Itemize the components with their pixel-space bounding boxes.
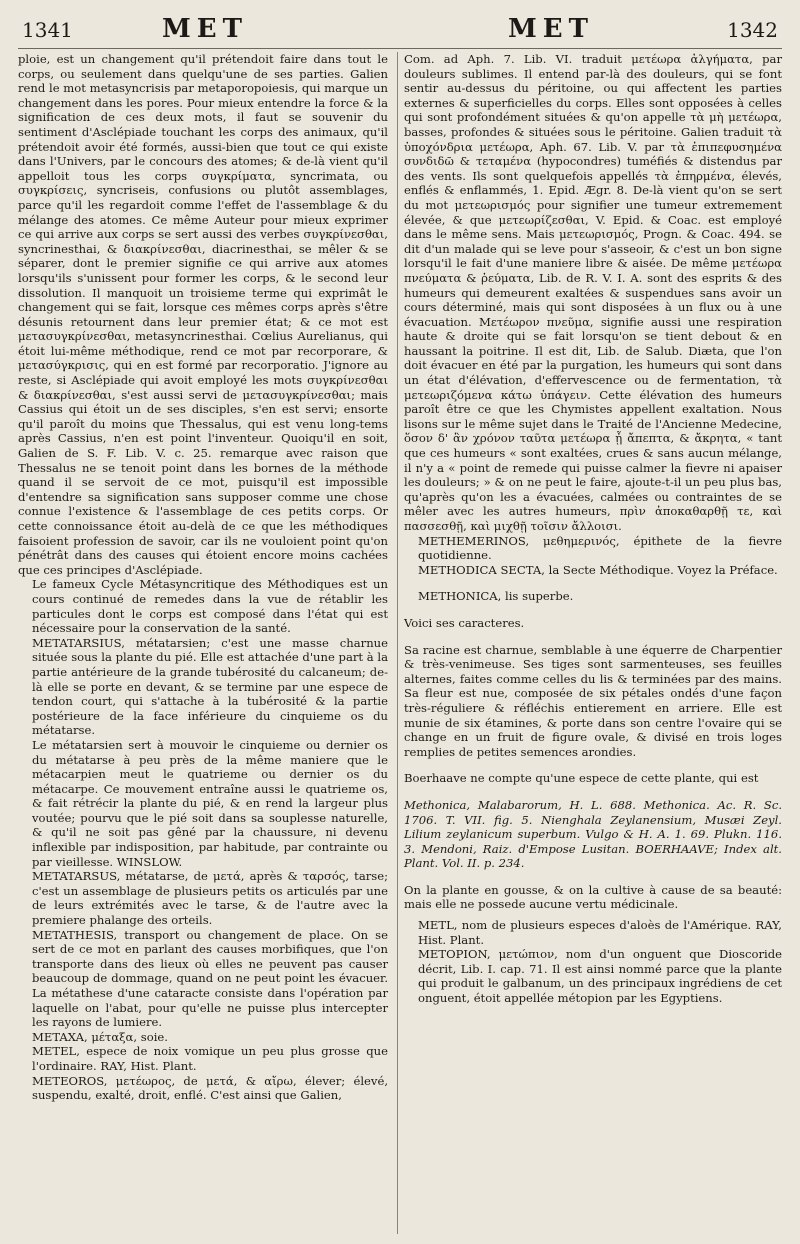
- column-divider: [397, 52, 398, 1234]
- paragraph-description: Sa racine est charnue, semblable à une équerre de Charpentier & très-venimeuse. Ses tiges sont sarmenteuses, ses feuilles alternes, faites comme celles du lis & terminées par des mains. Sa fleur est nue, composée de six pétales ondés d'une façon très-réguliere & réfléchis entierement en arriere. Elle est munie de six étamines, & porte dans son centre l'ovaire qui se change en un fruit de figure ovale, & divisé en trois loges remplies de petites semences arondies.: [404, 642, 782, 759]
- running-header: [0, 14, 800, 44]
- right-running-title: MET: [508, 14, 594, 44]
- right-column: [404, 52, 782, 1006]
- spacer: [404, 759, 782, 771]
- entry-metopion: METOPION, μετώπιον, nom d'un onguent que Dioscoride décrit, Lib. I. cap. 71. Il est ainsi nommé parce que la plante qui produit le galbanum, un des principaux ingrédiens de cet onguent, étoit appellée métopion par les Egyptiens.: [418, 947, 782, 1006]
- paragraph-culture: On la plante en gousse, & on la cultive à cause de sa beauté: mais elle ne possede aucune vertu médicinale.: [404, 882, 782, 912]
- paragraph-cycle-metasyncritique: Le fameux Cycle Métasyncritique des Méthodiques est un cours continué de remedes dans la vue de rétablir les particules dont le corps est composé dans l'état qui est nécessaire pour la conservation de la santé.: [32, 577, 388, 636]
- spacer: [404, 577, 782, 589]
- entry-metatarsius: METATARSIUS, métatarsien; c'est une masse charnue située sous la plante du pié. Elle est attachée d'une part à la partie antérieure de la grande tubérosité du calcaneum; de-là elle se porte en devant, & se termine par une espece de tendon court, qui s'attache à la tubérosité & la partie postérieure de la face inférieure du cinquieme os du métatarse.: [32, 635, 388, 738]
- entry-methemerinos: METHEMERINOS, μεθημερινός, épithete de la fievre quotidienne.: [418, 533, 782, 563]
- spacer: [404, 871, 782, 883]
- spacer: [404, 631, 782, 643]
- spacer: [404, 604, 782, 616]
- right-page-number: 1342: [727, 18, 778, 42]
- entry-metathesis: METATHESIS, transport ou changement de place. On se sert de ce mot en parlant des causes morbifiques, que l'on transporte dans des lieux où elles ne peuvent pas causer beaucoup de dommage, quand on ne peut point les évacuer. La métathese d'une cataracte consiste dans l'opération par laquelle on l'abat, pour qu'elle ne puisse plus intercepter les rayons de lumiere.: [32, 927, 388, 1030]
- entry-meteoros: METEOROS, μετέωρος, de μετά, & αἴρω, élever; élevé, suspendu, exalté, droit, enflé. C'est ainsi que Galien,: [32, 1073, 388, 1103]
- left-column: [18, 52, 388, 1103]
- entry-methonica: METHONICA, lis superbe.: [418, 589, 574, 604]
- paragraph-caracteres: Voici ses caracteres.: [404, 615, 525, 630]
- paragraph-boerhaave: Boerhaave ne compte qu'une espece de cette plante, qui est: [404, 771, 759, 786]
- header-rule: [18, 48, 782, 49]
- spacer: [404, 786, 782, 798]
- entry-methodica-secta: METHODICA SECTA, la Secte Méthodique. Voyez la Préface.: [418, 562, 778, 577]
- paragraph-metasyncrisis-continued: ploie, est un changement qu'il prétendoit faire dans tout le corps, ou seulement dans quelqu'une de ses parties. Galien rend le mot metasyncrisis par metaporopoiesis, qui marque un changement dans les pores. Pour mieux entendre la force & la signification de ces deux mots, il faut se souvenir du sentiment d'Asclépiade touchant les corps des animaux, qu'il prétendoit avoir été formés, aussi-bien que tout ce qui existe dans l'Univers, par le concours des atomes; & de-là vient qu'il appelloit tous les corps συγκρίματα, syncrimata, ou συγκρίσεις, syncriseis, confusions ou plutôt assemblages, parce qu'il les regardoit comme l'effet de l'assemblage & du mélange des atomes. Ce même Auteur pour mieux exprimer ce qui arrive aux corps se sert aussi des verbes συγκρίνεσθαι, syncrinesthai, & διακρίνεσθαι, diacrinesthai, se mêler & se séparer, dont le premier signifie ce qui arrive aux atomes lorsqu'ils s'unissent pour former les corps, & le second leur dissolution. Il manquoit un troisieme terme qui exprimât le changement qui se fait, lorsque ces mêmes corps après s'être désunis retournent dans leur premier état; & ce mot est μετασυγκρίνεσθαι, metasyncrinesthai. Cœlius Aurelianus, qui étoit lui-même méthodique, rend ce mot par recorporare, & μετασύγκρισις, qui en est formé par recorporatio. J'ignore au reste, si Asclépiade qui avoit employé les mots συγκρίνεσθαι & διακρίνεσθαι, s'est aussi servi de μετασυγκρίνεσθαι; mais Cassius qui étoit un de ses disciples, s'en est servi; ensorte qu'il paroît du moins que Thessalus, qui est venu long-tems après Cassius, n'en est point l'inventeur. Quoiqu'il en soit, Galien de S. F. Lib. V. c. 25. remarque avec raison que Thessalus ne se tenoit point dans les bornes de la méthode quand il se servoit de ce mot, puisqu'il est impossible d'entendre sa signification sans supposer comme une chose connue l'existence & l'assemblage de ces petits corps. Or cette connoissance étoit au-delà de ce que les méthodiques faisoient profession de savoir, car ils ne vouloient point qu'on pénétrât dans des causes qui étoient encore moins cachées que ces principes d'Asclépiade.: [18, 52, 388, 577]
- entry-metatarsus: METATARSUS, métatarse, de μετά, après & ταρσός, tarse; c'est un assemblage de plusieurs petits os articulés par une de leurs extrémités avec le tarse, & de l'autre avec la premiere phalange des orteils.: [32, 869, 388, 928]
- left-running-title: MET: [162, 14, 248, 44]
- left-page-number: 1341: [22, 18, 73, 42]
- paragraph-meteoros-continued: Com. ad Aph. 7. Lib. VI. traduit μετέωρα ἀλγήματα, par douleurs sublimes. Il entend par-là des douleurs, qui se font sentir au-dessus du péritoine, ou qui affectent les parties externes & superficielles du corps. Elles sont opposées à celles qui sont profondément situées & qu'on appelle τὰ μὴ μετέωρα, basses, profondes & situées sous le péritoine. Galien traduit τὰ ὑποχόνδρια μετέωρα, Aph. 67. Lib. V. par τὰ ἐπιπεφυσημένα συνδιδῶ & τεταμένα (hypocondres) tuméfiés & distendus par des vents. Ils sont quelquefois appellés τὰ ἐπηρμένα, élevés, enflés & enflammés, 1. Epid. Ægr. 8. De-là vient qu'on se sert du mot μετεωρισμός pour signifier une tumeur extremement élevée, & que μετεωρίζεσθαι, V. Epid. & Coac. est employé dans le même sens. Mais μετεωρισμός, Progn. & Coac. 494. se dit d'un malade qui se leve pour s'asseoir, & c'est un bon signe lorsqu'il le fait d'une maniere libre & aisée. De même μετέωρα πνεύματα & ῥεύματα, Lib. de R. V. I. A. sont des esprits & des humeurs qui demeurent exaltées & suspendues sans avoir un cours déterminé, mais qui sont disposées à un flux ou à une évacuation. Μετέωρον πνεῦμα, signifie aussi une respiration haute & droite qui se fait lorsqu'on se tient debout & en haussant la poitrine. Il est dit, Lib. de Salub. Diæta, que l'on doit évacuer en été par la purgation, les humeurs qui sont dans un état d'élévation, d'effervescence ou de fermentation, τὰ μετεωριζόμενα κάτω ὑπάγειν. Cette élévation des humeurs paroît être ce que les Chymistes appellent exaltation. Nous lisons sur le même sujet dans le Traité de l'Ancienne Medecine, ὅσον δ' ἂν χρόνον ταῦτα μετέωρα ᾖ ἄπεπτα, & ἄκρητα, « tant que ces humeurs « sont exaltées, crues & sans aucun mélange, il n'y a « point de remede qui puisse calmer la fievre ni apaiser les douleurs; » & on ne peut le faire, ajoute-t-il un peu plus bas, qu'après qu'on les a évacuées, calmées ou contraintes de se mêler avec les autres humeurs, πρὶν ἀποκαθαρθῇ τε, καὶ πασσεσθῇ, καὶ μιχθῇ τοῖσιν ἄλλοισι.: [404, 52, 782, 533]
- paragraph-synonyms: Methonica, Malabarorum, H. L. 688. Methonica. Ac. R. Sc. 1706. T. VII. fig. 5. Nienghala Zeylanensium, Musæi Zeyl. Lilium zeylanicum superbum. Vulgo & H. A. 1. 69. Plukn. 116. 3. Mendoni, Raiz. d'Empose Lusitan. BOERHAAVE; Index alt. Plant. Vol. II. p. 234.: [404, 797, 782, 871]
- entry-metel: METEL, espece de noix vomique un peu plus grosse que l'ordinaire. RAY, Hist. Plant.: [32, 1044, 388, 1073]
- entry-metl: METL, nom de plusieurs especes d'aloès de l'Amérique. RAY, Hist. Plant.: [418, 918, 782, 947]
- paragraph-metatarsien-usage: Le métatarsien sert à mouvoir le cinquieme ou dernier os du métatarse à peu près de la même maniere que le métacarpien meut le quatrieme ou dernier os du métacarpe. Ce mouvement entraîne aussi le quatrieme os, & fait rétrécir la plante du pié, & en rend la largeur plus voutée; pourvu que le pié soit dans sa souplesse naturelle, & qu'il ne soit pas gêné par la chaussure, ni devenu inflexible par indisposition, par habitude, par contrainte ou par vieillesse. WINSLOW.: [32, 737, 388, 869]
- entry-metaxa: METAXA, μέταξα, soie.: [32, 1029, 168, 1044]
